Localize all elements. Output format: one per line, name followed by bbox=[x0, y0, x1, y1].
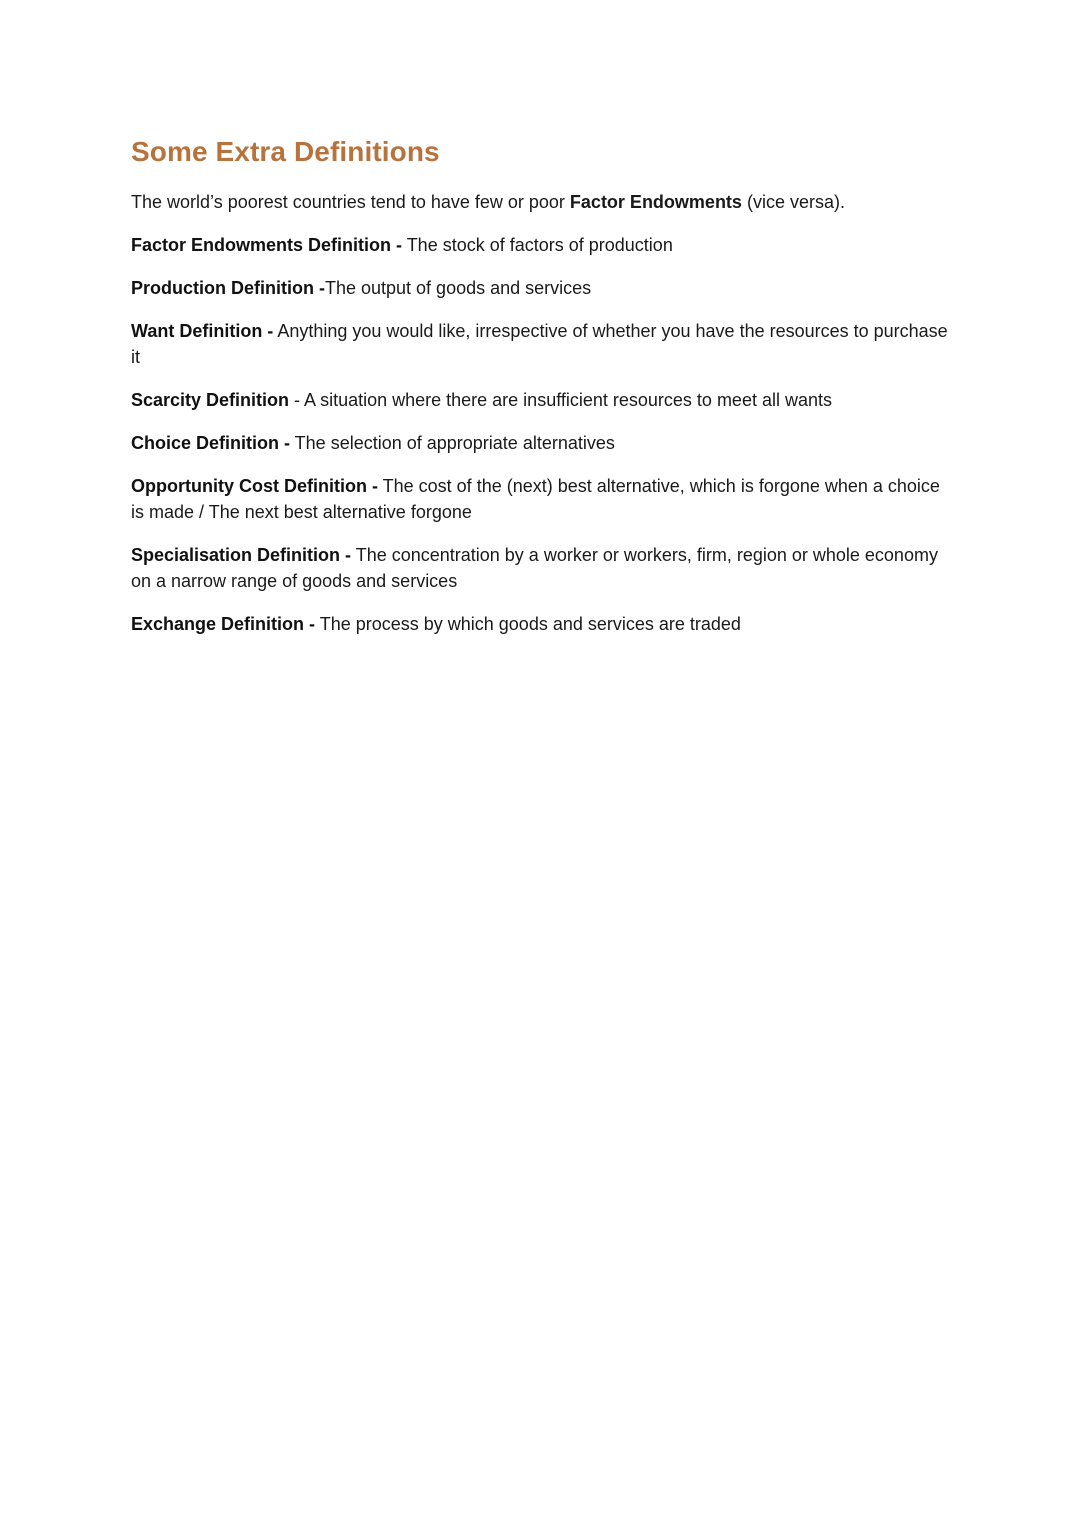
definition-text: - A situation where there are insufficient resources to meet all wants bbox=[289, 390, 832, 410]
definition-term: Want Definition - bbox=[131, 321, 274, 341]
definition-text: The stock of factors of production bbox=[402, 235, 673, 255]
definition-term: Factor Endowments Definition - bbox=[131, 235, 403, 255]
definition-text: The cost of the (next) best alternative, which is forgone when a choice is made / The next best alternative forgone bbox=[131, 476, 940, 522]
document-page bbox=[131, 132, 951, 637]
definition-want bbox=[131, 318, 951, 370]
definition-text: The output of goods and services bbox=[324, 278, 592, 298]
definition-text: The process by which goods and services are traded bbox=[315, 614, 741, 634]
page-title: Some Extra Definitions bbox=[131, 136, 440, 167]
definition-term: Production Definition - bbox=[131, 278, 325, 298]
definition-term: Specialisation Definition - bbox=[131, 545, 352, 565]
definition-choice bbox=[131, 430, 951, 456]
definition-term: Scarcity Definition bbox=[131, 390, 290, 410]
definition-factor-endowments bbox=[131, 232, 951, 258]
intro-text-before: The world’s poorest countries tend to have few or poor bbox=[131, 192, 570, 212]
definition-text: The selection of appropriate alternatives bbox=[290, 433, 615, 453]
definition-production bbox=[131, 275, 951, 301]
definition-text: Anything you would like, irrespective of whether you have the resources to purchase it bbox=[131, 321, 948, 367]
definition-opportunity-cost bbox=[131, 473, 951, 525]
definition-text: The concentration by a worker or workers, firm, region or whole economy on a narrow range of goods and services bbox=[131, 545, 938, 591]
intro-paragraph bbox=[131, 189, 951, 215]
definition-term: Opportunity Cost Definition - bbox=[131, 476, 378, 496]
intro-bold-term: Factor Endowments bbox=[569, 192, 742, 212]
definition-specialisation bbox=[131, 542, 951, 594]
definition-term: Choice Definition - bbox=[131, 433, 290, 453]
definition-term: Exchange Definition - bbox=[131, 614, 316, 634]
definition-exchange bbox=[131, 611, 951, 637]
definition-scarcity bbox=[131, 387, 951, 413]
intro-text-after: (vice versa). bbox=[741, 192, 845, 212]
